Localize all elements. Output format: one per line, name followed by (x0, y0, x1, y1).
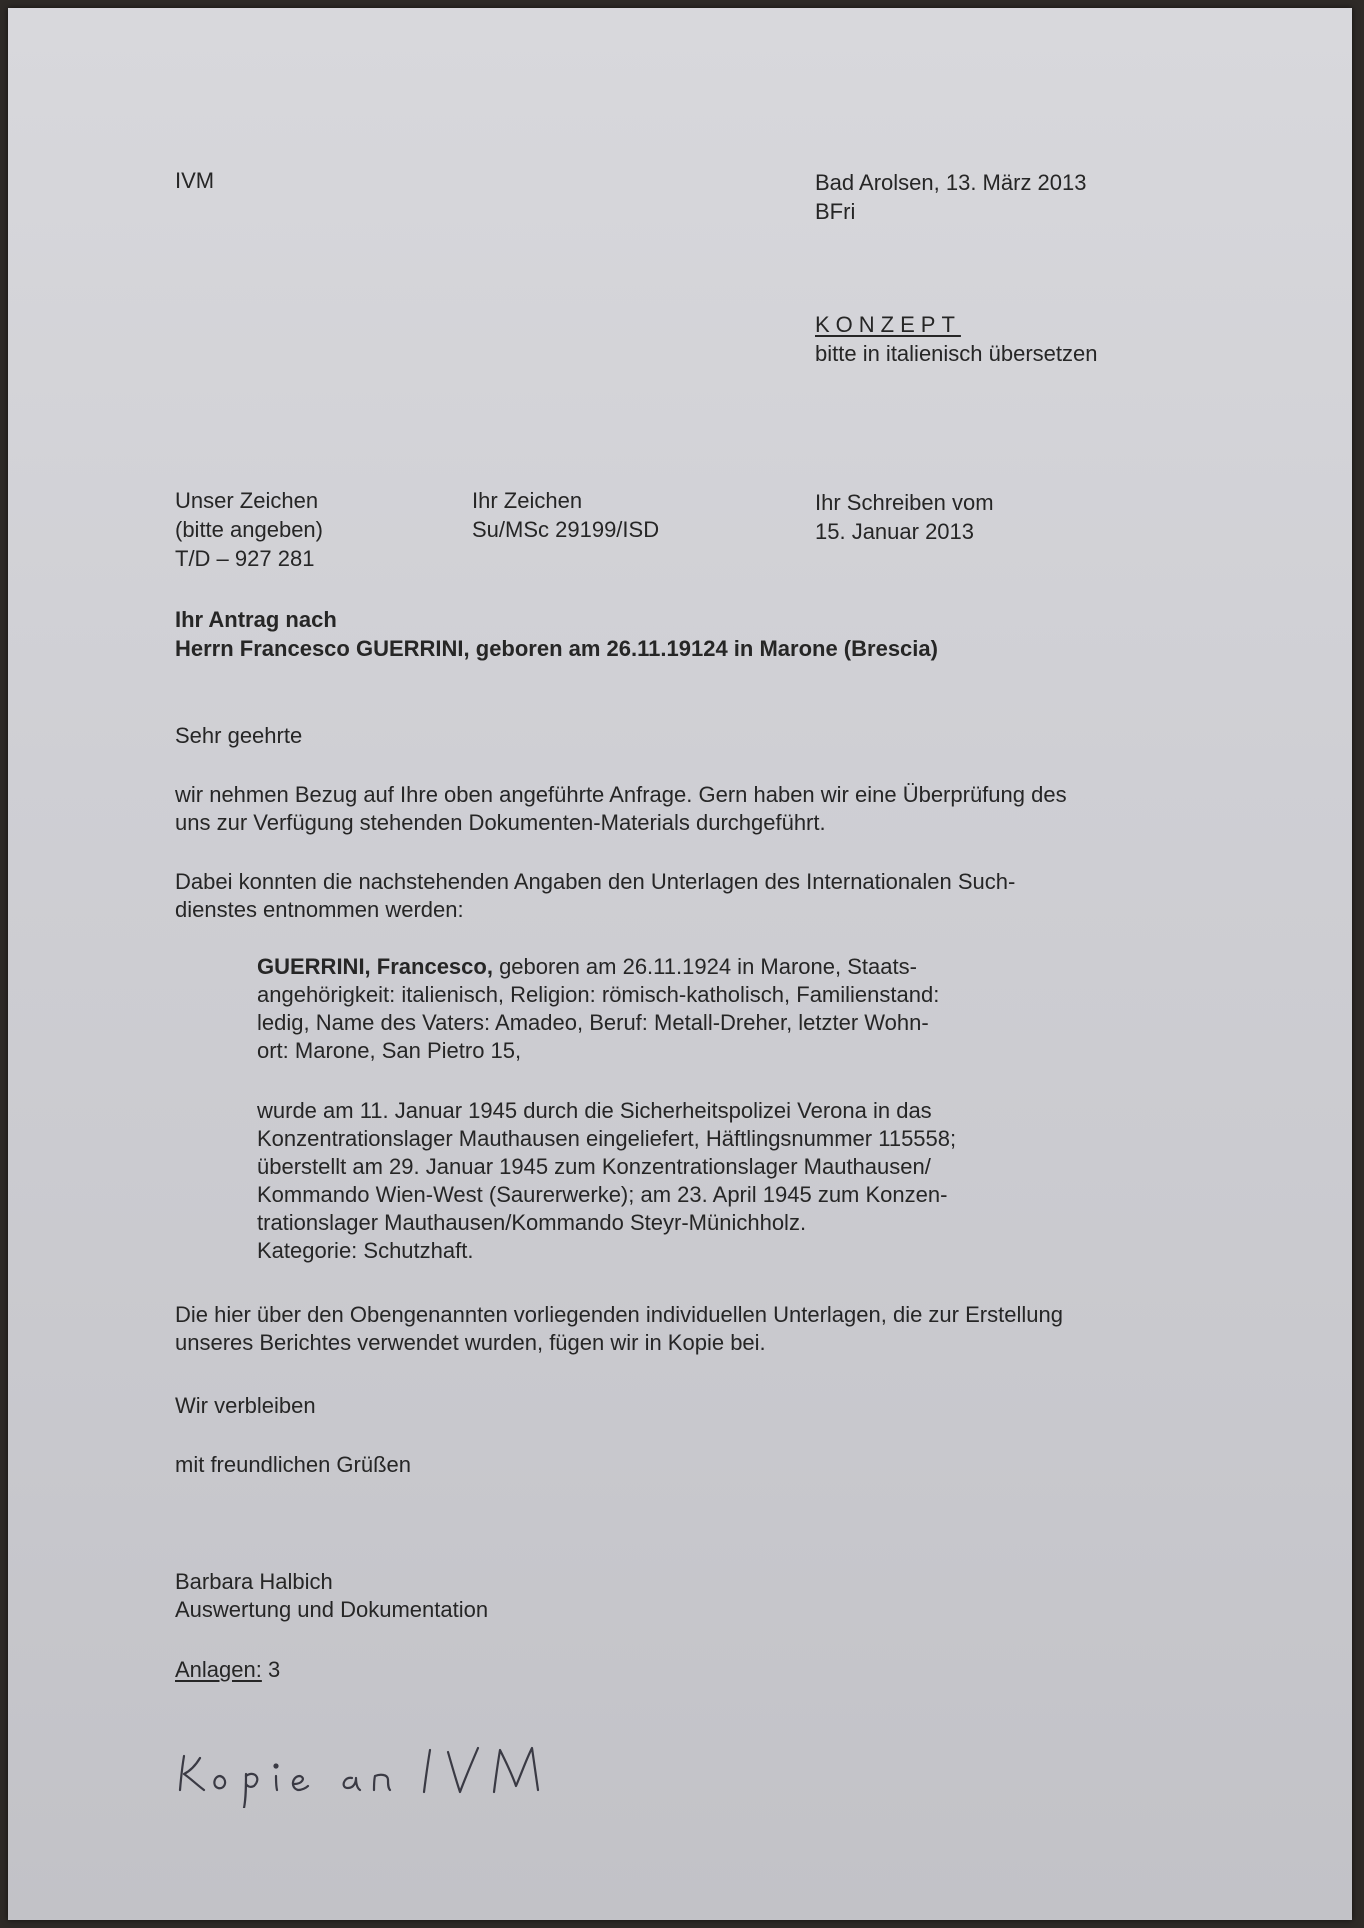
your-reference-value: Su/MSc 29199/ISD (472, 517, 660, 542)
our-reference-value: T/D – 927 281 (175, 546, 315, 571)
record2-line-6: Kategorie: Schutzhaft. (257, 1238, 474, 1263)
record-line-1-rest: geboren am 26.11.1924 in Marone, Staats- (492, 954, 917, 979)
your-reference-label: Ihr Zeichen (472, 488, 583, 513)
our-reference-label: Unser Zeichen (175, 488, 319, 513)
record2-line-5: trationslager Mauthausen/Kommando Steyr-Münichholz. (257, 1210, 807, 1235)
subject-line-1: Ihr Antrag nach (175, 607, 337, 632)
signatory-name: Barbara Halbich (175, 1569, 333, 1594)
draft-note: bitte in italienisch übersetzen (815, 341, 1098, 366)
record-block-2 (257, 1097, 956, 1265)
draft-label: KONZEPT (815, 312, 961, 337)
paragraph-3-line-2: unseres Berichtes verwendet wurden, fügen wir in Kopie bei. (175, 1330, 766, 1355)
record-line-3: ledig, Name des Vaters: Amadeo, Beruf: Metall-Dreher, letzter Wohn- (257, 1010, 929, 1035)
signatory-department: Auswertung und Dokumentation (175, 1597, 489, 1622)
paragraph-2-line-1: Dabei konnten die nachstehenden Angaben den Unterlagen des Internationalen Such- (175, 869, 1016, 894)
record-line-4: ort: Marone, San Pietro 15, (257, 1038, 522, 1063)
record-line-2: angehörigkeit: italienisch, Religion: römisch-katholisch, Familienstand: (257, 982, 940, 1007)
letter-date-value: 15. Januar 2013 (815, 519, 975, 544)
record2-line-4: Kommando Wien-West (Saurerwerke); am 23. April 1945 zum Konzen- (257, 1182, 948, 1207)
paragraph-1-line-2: uns zur Verfügung stehenden Dokumenten-Materials durchgeführt. (175, 810, 826, 835)
paragraph-3-line-1: Die hier über den Obengenannten vorliegenden individuellen Unterlagen, die zur Erstellung (175, 1302, 1063, 1327)
paragraph-2-line-2: dienstes entnommen werden: (175, 897, 464, 922)
closing-line-2: mit freundlichen Grüßen (175, 1452, 411, 1477)
salutation: Sehr geehrte (175, 723, 303, 748)
closing-line-1: Wir verbleiben (175, 1393, 316, 1418)
enclosures-label: Anlagen: (175, 1657, 262, 1682)
paragraph-1 (175, 781, 1067, 837)
record2-line-1: wurde am 11. Januar 1945 durch die Sicherheitspolizei Verona in das (257, 1098, 932, 1123)
record-line-1 (257, 953, 939, 981)
initials: BFri (815, 199, 856, 224)
sender-code: IVM (175, 168, 215, 193)
place-date: Bad Arolsen, 13. März 2013 (815, 170, 1087, 195)
subject-line-2: Herrn Francesco GUERRINI, geboren am 26.11.19124 in Marone (Brescia) (175, 636, 938, 661)
enclosures-count: 3 (267, 1657, 281, 1682)
enclosures (175, 1656, 280, 1684)
paragraph-3 (175, 1301, 1063, 1357)
record-block-1 (257, 953, 939, 1065)
paragraph-1-line-1: wir nehmen Bezug auf Ihre oben angeführte Anfrage. Gern haben wir eine Überprüfung des (175, 782, 1067, 807)
paragraph-2 (175, 868, 1015, 924)
record2-line-3: überstellt am 29. Januar 1945 zum Konzentrationslager Mauthausen/ (257, 1154, 931, 1179)
record2-line-2: Konzentrationslager Mauthausen eingeliefert, Häftlingsnummer 115558; (257, 1126, 957, 1151)
letter-date-label: Ihr Schreiben vom (815, 490, 994, 515)
record-name: GUERRINI, Francesco, (257, 954, 493, 979)
letter-sheet (8, 8, 1352, 1920)
our-reference-note: (bitte angeben) (175, 517, 323, 542)
handwritten-note (176, 1738, 566, 1808)
